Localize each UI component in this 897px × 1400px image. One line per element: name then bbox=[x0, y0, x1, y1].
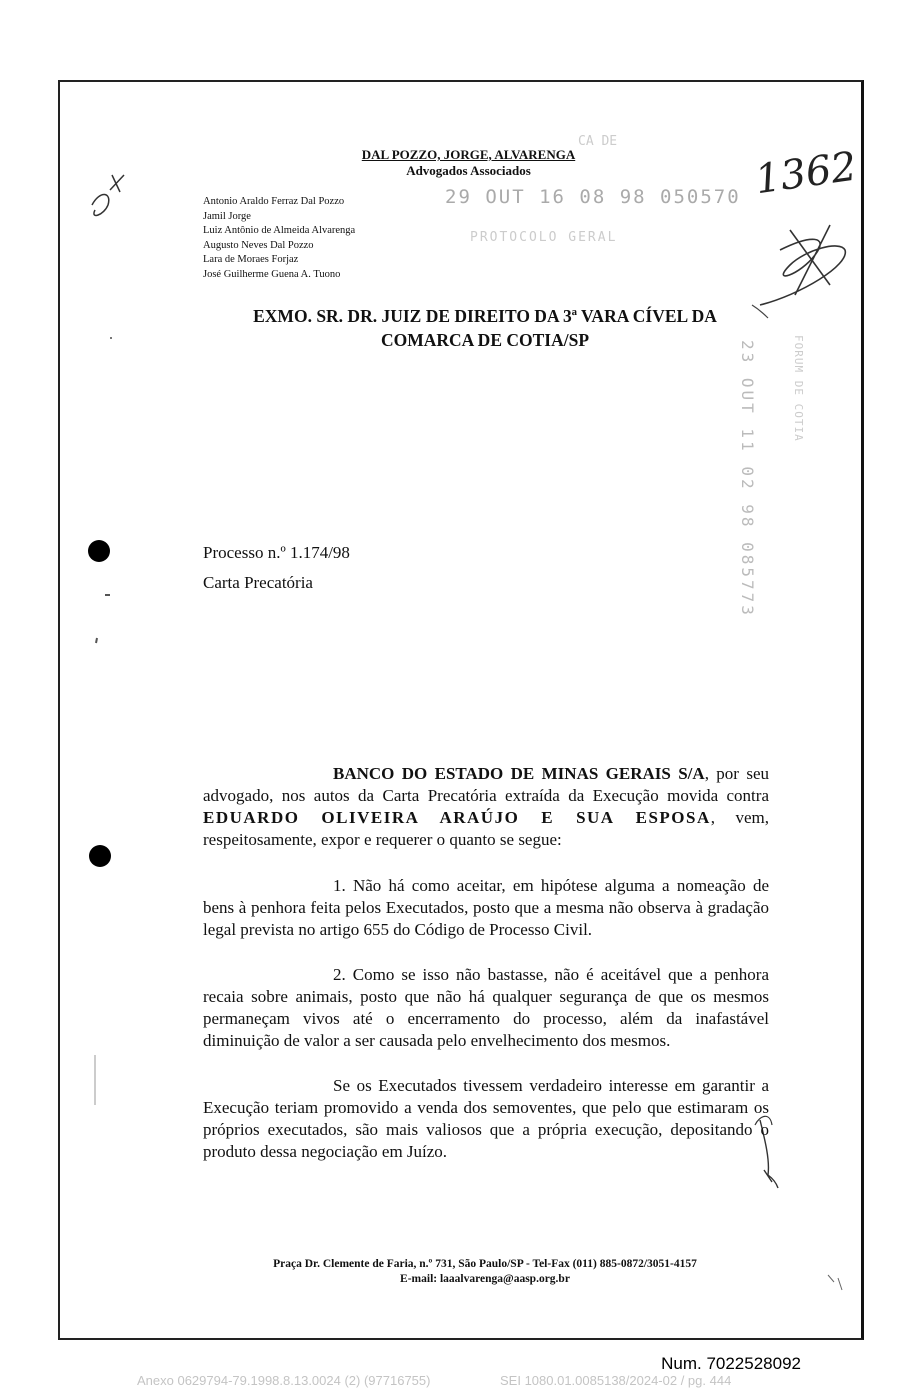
document-number: Num. 7022528092 bbox=[661, 1354, 801, 1373]
vertical-number-stamp: 23 OUT 11 02 98 085773 bbox=[738, 340, 757, 618]
paragraph-2 bbox=[203, 964, 769, 1052]
addressee-line: EXMO. SR. DR. JUIZ DE DIREITO DA 3ª VARA CÍVEL DA bbox=[253, 306, 717, 326]
footer-address: Praça Dr. Clemente de Faria, n.º 731, São Paulo/SP - Tel-Fax (011) 885-0872/3051-4157 bbox=[273, 1258, 697, 1270]
punch-hole bbox=[89, 845, 111, 867]
lawyer-name: José Guilherme Guena A. Tuono bbox=[203, 268, 341, 280]
paragraph-text: 1. Não há como aceitar, em hipótese alguma a nomeação de bens à penhora feita pelos Executados, posto que a mesma não observa à gradação legal prevista no artigo 655 do Código de Processo Civil. bbox=[203, 876, 769, 939]
comarca-stamp: CA DE bbox=[578, 134, 618, 149]
sei-reference: SEI 1080.01.0085138/2024-02 / pg. 444 bbox=[500, 1373, 732, 1388]
case-info bbox=[203, 538, 350, 598]
lawyer-name: Luiz Antônio de Almeida Alvarenga bbox=[203, 225, 356, 236]
folio-number: 1362 bbox=[752, 143, 860, 204]
intro-text-a: , por seu advogado, nos autos da Carta Precatória extraída da Execução movida contra bbox=[203, 764, 769, 805]
addressee bbox=[0, 304, 897, 352]
firm-subtitle: Advogados Associados bbox=[406, 163, 531, 178]
firm-name: DAL POZZO, JORGE, ALVARENGA bbox=[361, 147, 576, 162]
annex-reference: Anexo 0629794-79.1998.8.13.0024 (2) (97716755) bbox=[137, 1373, 431, 1388]
footer-email: E-mail: laaalvarenga@aasp.org.br bbox=[400, 1273, 570, 1285]
lawyer-name: Jamil Jorge bbox=[203, 210, 251, 222]
paragraph-1 bbox=[203, 875, 769, 941]
case-type: Carta Precatória bbox=[203, 573, 313, 592]
paragraph-intro bbox=[203, 763, 769, 851]
paragraph-text: Se os Executados tivessem verdadeiro interesse em garantir a Execução teriam promovido a venda dos semoventes, que pelo que estimaram os próprios executados, são mais valiosos que a própria execução, depositando o produto dessa negociação em Juízo. bbox=[203, 1076, 769, 1161]
punch-hole bbox=[88, 540, 110, 562]
lawyer-name: Lara de Moraes Forjaz bbox=[203, 254, 299, 265]
lawyer-name: Augusto Neves Dal Pozzo bbox=[203, 239, 314, 251]
addressee-line: COMARCA DE COTIA/SP bbox=[380, 330, 590, 350]
intro-text-b: , vem, respeitosamente, expor e requerer o quanto se segue: bbox=[203, 808, 769, 849]
protocol-label-stamp: PROTOCOLO GERAL bbox=[470, 230, 618, 245]
defendant-name: EDUARDO OLIVEIRA ARAÚJO E SUA ESPOSA bbox=[203, 808, 711, 827]
protocol-date-stamp: 29 OUT 16 08 98 050570 bbox=[445, 186, 741, 208]
plaintiff-name: BANCO DO ESTADO DE MINAS GERAIS S/A bbox=[333, 764, 705, 783]
case-number: Processo n.º 1.174/98 bbox=[203, 543, 350, 562]
vertical-label-stamp: FORUM DE COTIA bbox=[792, 335, 805, 442]
lawyer-name: Antonio Araldo Ferraz Dal Pozzo bbox=[203, 196, 345, 207]
paragraph-3 bbox=[203, 1075, 769, 1163]
paragraph-text: 2. Como se isso não bastasse, não é aceitável que a penhora recaia sobre animais, posto que não há qualquer segurança de que os mesmos permaneçam vivos até o encerramento do processo, além da inafastável diminuição de valor a ser causada pelo envelhecimento dos mesmos. bbox=[203, 965, 769, 1050]
